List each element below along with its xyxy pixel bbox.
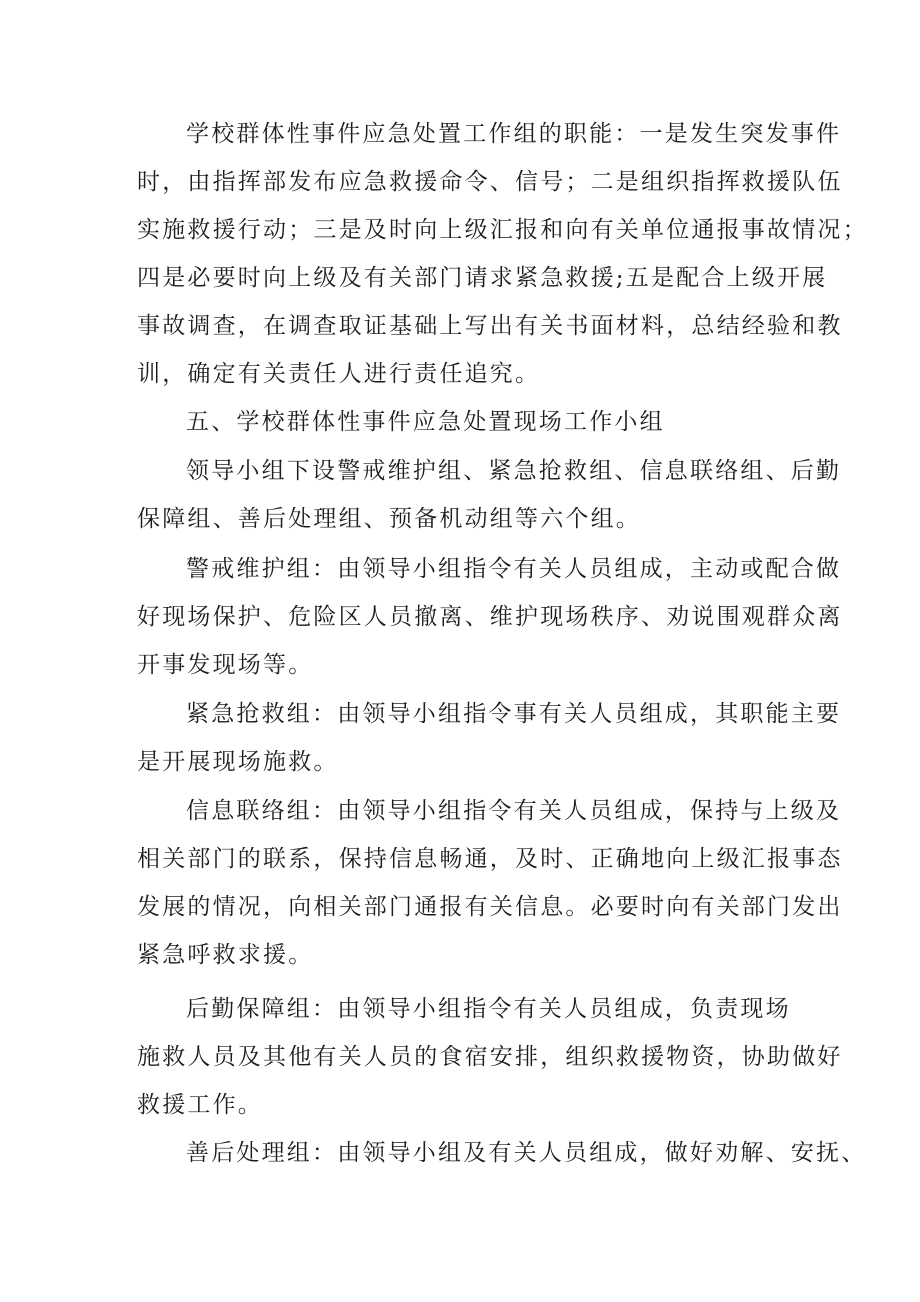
- text-line: 紧急呼救求援。: [137, 942, 314, 968]
- text-line: 后勤保障组：由领导小组指令有关人员组成，负责现场: [186, 996, 791, 1022]
- text-line: 是开展现场施救。: [137, 749, 339, 775]
- text-line: 训，确定有关责任人进行责任追究。: [137, 361, 541, 387]
- heading-text: 五、学校群体性事件应急处置现场工作小组: [186, 409, 665, 435]
- text-line: 救援工作。: [137, 1092, 263, 1118]
- text-line: 领导小组下设警戒维护组、紧急抢救组、信息联络组、后勤: [186, 458, 842, 484]
- text-line: 学校群体性事件应急处置工作组的职能：一是发生突发事件: [186, 121, 842, 147]
- text-line: 施救人员及其他有关人员的食宿安排，组织救援物资，协助做好: [137, 1044, 843, 1070]
- text-line: 开事发现场等。: [137, 652, 314, 678]
- text-line: 事故调查，在调查取证基础上写出有关书面材料，总结经验和教: [137, 313, 843, 339]
- text-line: 好现场保护、危险区人员撤离、维护现场秩序、劝说围观群众离: [137, 604, 843, 630]
- text-line: 保障组、善后处理组、预备机动组等六个组。: [137, 506, 641, 532]
- text-line: 相关部门的联系，保持信息畅通，及时、正确地向上级汇报事态: [137, 846, 843, 872]
- text-line: 时，由指挥部发布应急救援命令、信号；二是组织指挥救援队伍: [137, 169, 843, 195]
- text-line: 信息联络组：由领导小组指令有关人员组成，保持与上级及: [186, 798, 842, 824]
- text-line: 四是必要时向上级及有关部门请求紧急救援;五是配合上级开展: [137, 265, 828, 291]
- text-line: 发展的情况，向相关部门通报有关信息。必要时向有关部门发出: [137, 894, 843, 920]
- text-line: 善后处理组：由领导小组及有关人员组成，做好劝解、安抚、: [186, 1140, 867, 1166]
- text-line: 实施救援行动；三是及时向上级汇报和向有关单位通报事故情况；: [137, 217, 868, 243]
- text-line: 警戒维护组：由领导小组指令有关人员组成，主动或配合做: [186, 556, 842, 582]
- text-line: 紧急抢救组：由领导小组指令事有关人员组成，其职能主要: [186, 701, 842, 727]
